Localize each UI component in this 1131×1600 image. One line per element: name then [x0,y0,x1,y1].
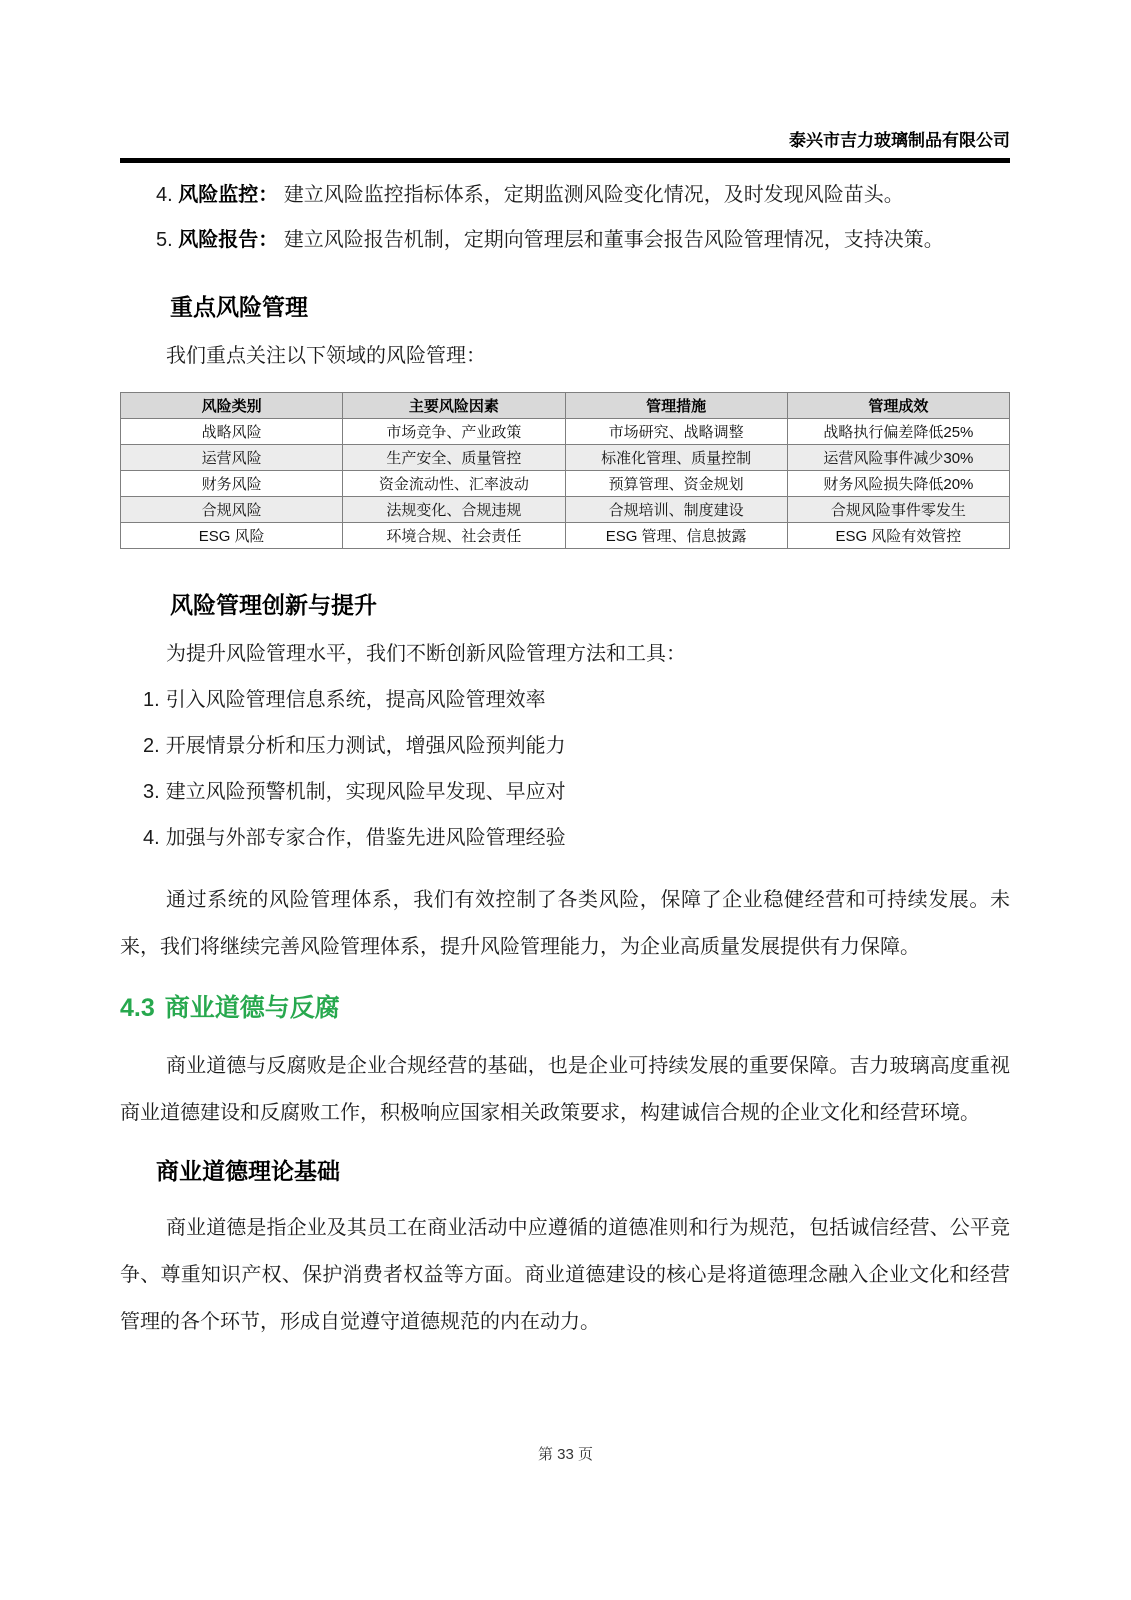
item-number: 5. [156,228,173,251]
item-number: 4. [156,183,173,206]
section-number: 4.3 [120,993,155,1022]
risk-process-item-5 [156,227,1010,253]
table-cell: 战略执行偏差降低25% [787,418,1009,444]
list-item-text: 引入风险管理信息系统，提高风险管理效率 [165,688,546,711]
page-number: 第 33 页 [537,1446,594,1463]
company-name: 泰兴市吉力玻璃制品有限公司 [789,131,1010,150]
list-item-text: 加强与外部专家合作，借鉴先进风险管理经验 [165,826,566,849]
table-cell: ESG 风险有效管控 [787,522,1009,548]
col-header-results: 管理成效 [787,392,1009,418]
ethics-paragraph: 商业道德是指企业及其员工在商业活动中应遵循的道德准则和行为规范，包括诚信经营、公平竞争、尊重知识产权、保护消费者权益等方面。商业道德建设的核心是将道德理念融入企业文化和经营管理的各个环节，形成自觉遵守道德规范的内在动力。 [120,1216,1010,1333]
table-row [121,496,1010,522]
innovation-list [120,687,1010,851]
list-item [143,825,1010,851]
list-item-number: 1. [143,688,160,711]
table-cell: 合规培训、制度建设 [565,496,787,522]
section-title: 商业道德与反腐 [164,993,340,1022]
list-item-text: 建立风险预警机制，实现风险早发现、早应对 [165,780,566,803]
item-text: 建立风险监控指标体系，定期监测风险变化情况，及时发现风险苗头。 [283,183,904,206]
innovation-closing-paragraph: 通过系统的风险管理体系，我们有效控制了各类风险，保障了企业稳健经营和可持续发展。未来，我们将继续完善风险管理体系，提升风险管理能力，为企业高质量发展提供有力保障。 [120,888,1010,958]
risk-management-table [120,392,1010,549]
table-header-row [121,392,1010,418]
list-item-number: 2. [143,734,160,757]
innovation-intro: 为提升风险管理水平，我们不断创新风险管理方法和工具： [166,642,686,665]
table-cell: 环境合规、社会责任 [343,522,565,548]
table-cell: 战略风险 [121,418,343,444]
item-term: 风险监控： [178,183,279,206]
table-cell: 预算管理、资金规划 [565,470,787,496]
table-row [121,418,1010,444]
risk-process-item-4 [156,182,1010,208]
header-rule [120,158,1010,163]
table-cell: 财务风险损失降低20% [787,470,1009,496]
col-header-risk-type: 风险类别 [121,392,343,418]
col-header-measures: 管理措施 [565,392,787,418]
table-cell: 合规风险 [121,496,343,522]
heading-key-risk-management: 重点风险管理 [170,293,308,320]
item-term: 风险报告： [178,228,279,251]
table-row [121,470,1010,496]
table-cell: 生产安全、质量管控 [343,444,565,470]
list-item [143,733,1010,759]
table-cell: 财务风险 [121,470,343,496]
heading-section-4-3 [120,993,1010,1023]
table-row [121,522,1010,548]
heading-business-ethics-theory: 商业道德理论基础 [156,1157,340,1184]
table-cell: ESG 风险 [121,522,343,548]
item-text: 建立风险报告机制，定期向管理层和董事会报告风险管理情况，支持决策。 [283,228,944,251]
section-4-3-paragraph: 商业道德与反腐败是企业合规经营的基础，也是企业可持续发展的重要保障。吉力玻璃高度重视商业道德建设和反腐败工作，积极响应国家相关政策要求，构建诚信合规的企业文化和经营环境。 [120,1054,1010,1124]
key-risk-intro: 我们重点关注以下领域的风险管理： [166,344,486,367]
table-cell: 标准化管理、质量控制 [565,444,787,470]
table-cell: ESG 管理、信息披露 [565,522,787,548]
table-cell: 市场研究、战略调整 [565,418,787,444]
list-item [143,779,1010,805]
list-item-number: 3. [143,780,160,803]
col-header-risk-factors: 主要风险因素 [343,392,565,418]
list-item [143,687,1010,713]
list-item-number: 4. [143,826,160,849]
table-row [121,444,1010,470]
list-item-text: 开展情景分析和压力测试，增强风险预判能力 [165,734,566,757]
table-cell: 运营风险 [121,444,343,470]
table-cell: 合规风险事件零发生 [787,496,1009,522]
table-cell: 资金流动性、汇率波动 [343,470,565,496]
table-cell: 市场竞争、产业政策 [343,418,565,444]
table-cell: 法规变化、合规违规 [343,496,565,522]
heading-risk-innovation: 风险管理创新与提升 [170,591,377,618]
table-cell: 运营风险事件减少30% [787,444,1009,470]
